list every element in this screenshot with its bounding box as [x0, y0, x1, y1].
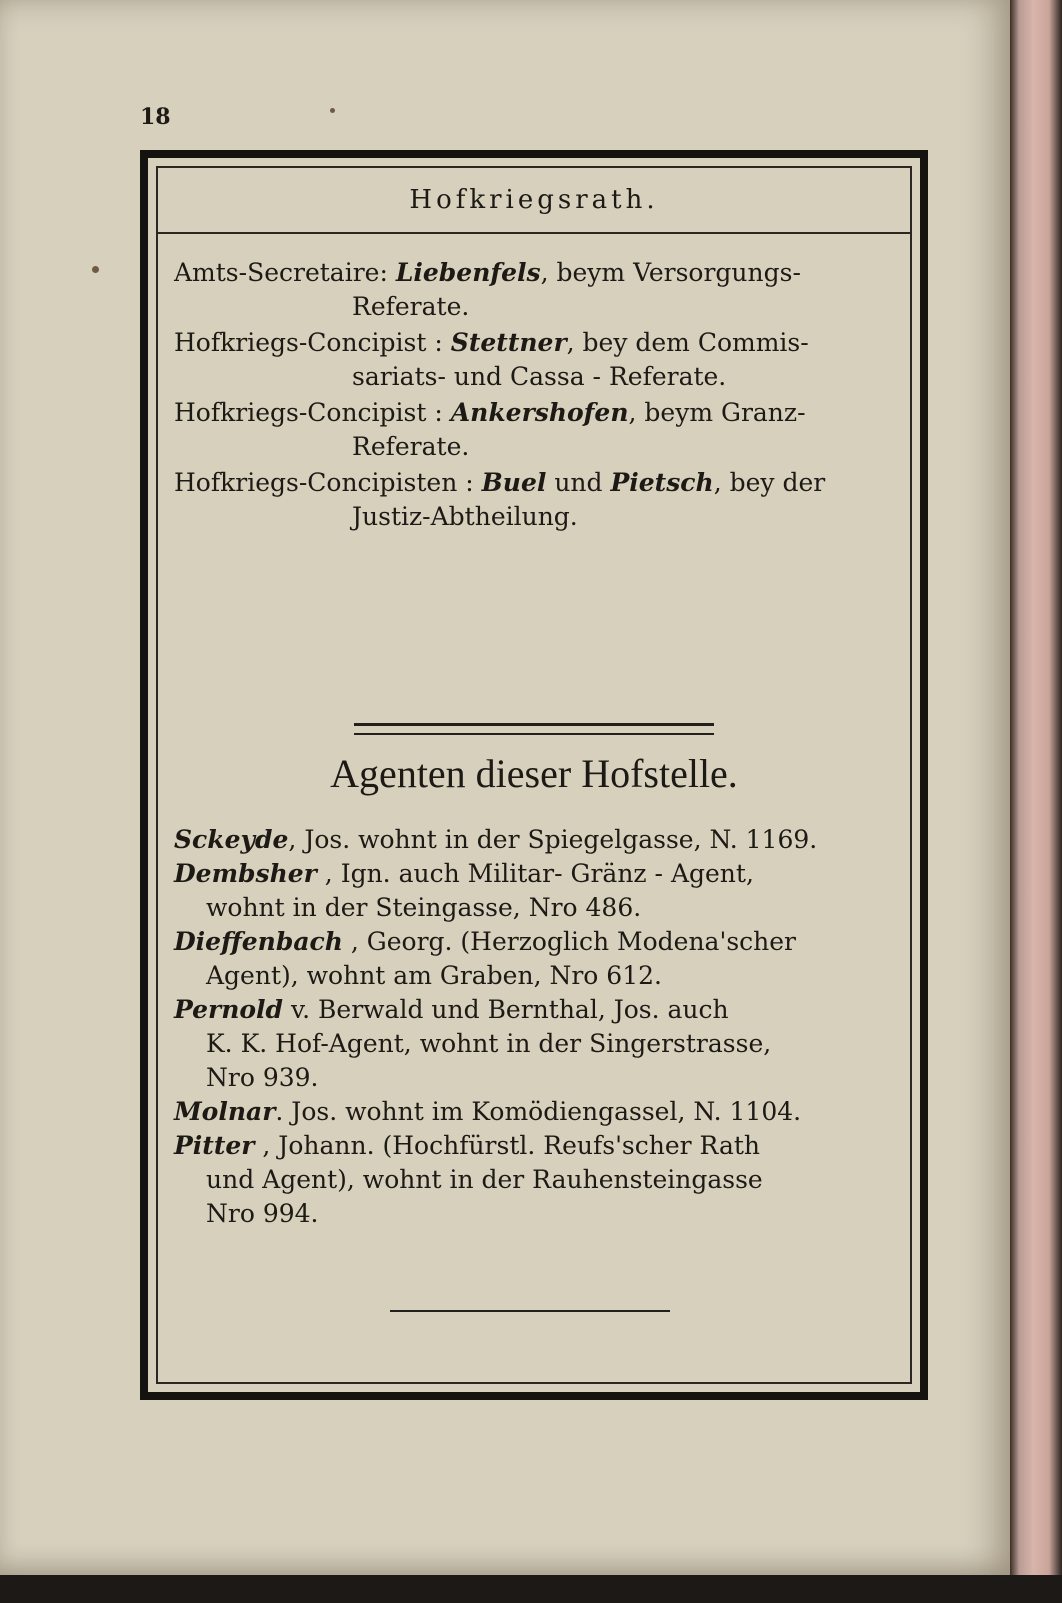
book-spine-edge [1010, 0, 1062, 1603]
agent-name: Molnar [174, 1097, 276, 1126]
agent-entry [174, 993, 896, 1095]
agent-continuation: Agent), wohnt am Graben, Nro 612. [206, 961, 662, 990]
agent-entry [174, 925, 896, 993]
agent-text: , Ign. auch Militar- Gränz - Agent, [316, 859, 754, 888]
entry-continuation: Referate. [352, 292, 470, 321]
entry-text: und [546, 468, 611, 497]
secretary-entry [174, 396, 896, 464]
agent-entry [174, 823, 896, 857]
role: Hofkriegs-Concipist : [174, 398, 443, 427]
section-divider [354, 723, 714, 735]
agent-entry [174, 857, 896, 925]
agent-entry [174, 1095, 896, 1129]
secretary-list [158, 256, 910, 536]
agent-name: Pitter [174, 1131, 255, 1160]
page-frame [140, 150, 928, 1400]
agents-title: Agenten dieser Hofstelle. [330, 751, 738, 796]
entry-continuation: Referate. [352, 432, 470, 461]
ink-spot [92, 266, 99, 273]
inner-frame [156, 166, 912, 1384]
agents-list [158, 823, 910, 1231]
entry-text: , bey der [713, 468, 826, 497]
agent-continuation: Nro 939. [206, 1063, 319, 1092]
agent-text: . Jos. wohnt im Komödiengassel, N. 1104. [275, 1097, 802, 1126]
person-name: Pietsch [610, 468, 714, 497]
secretary-entry [174, 256, 896, 324]
ink-spot [330, 108, 335, 113]
entry-text: , beym Granz- [628, 398, 806, 427]
closing-rule [390, 1310, 670, 1312]
agent-continuation: Nro 994. [206, 1199, 319, 1228]
agent-entry [174, 1129, 896, 1231]
secretary-entry [174, 466, 896, 534]
agent-continuation: wohnt in der Steingasse, Nro 486. [206, 893, 642, 922]
page-number: 18 [140, 104, 171, 130]
agent-name: Sckeyde [174, 825, 289, 854]
agent-name: Dembsher [174, 859, 317, 888]
person-name: Liebenfels [395, 258, 541, 287]
agent-continuation: und Agent), wohnt in der Rauhensteingasse [206, 1165, 763, 1194]
entry-text: , bey dem Commis- [566, 328, 809, 357]
agent-text: , Johann. (Hochfürstl. Reufs'scher Rath [254, 1131, 761, 1160]
agent-continuation: K. K. Hof-Agent, wohnt in der Singerstrasse, [206, 1029, 772, 1058]
person-name: Ankershofen [450, 398, 629, 427]
role: Amts-Secretaire: [174, 258, 388, 287]
agent-text: , Jos. wohnt in der Spiegelgasse, N. 1169. [288, 825, 818, 854]
agent-name: Dieffenbach [174, 927, 343, 956]
scan-bottom-edge [0, 1575, 1062, 1603]
entry-continuation: Justiz-Abtheilung. [352, 502, 578, 531]
entry-continuation: sariats- und Cassa - Referate. [352, 362, 727, 391]
agent-text: v. Berwald und Bernthal, Jos. auch [283, 995, 729, 1024]
role: Hofkriegs-Concipist : [174, 328, 443, 357]
agent-name: Pernold [174, 995, 284, 1024]
section-header: Hofkriegsrath. [158, 168, 910, 234]
agent-text: , Georg. (Herzoglich Modena'scher [342, 927, 796, 956]
secretary-entry [174, 326, 896, 394]
entry-text: , beym Versorgungs- [540, 258, 801, 287]
role: Hofkriegs-Concipisten : [174, 468, 474, 497]
person-name: Buel [481, 468, 547, 497]
person-name: Stettner [450, 328, 567, 357]
